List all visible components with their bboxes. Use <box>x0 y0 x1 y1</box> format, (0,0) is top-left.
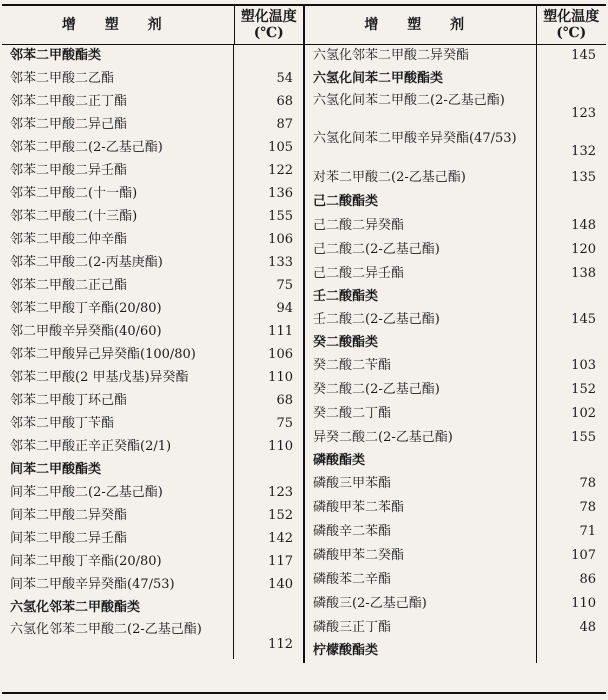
right-name-header: 增 塑 剂 <box>304 5 536 45</box>
plasticization-temperature: 112 <box>233 619 303 659</box>
category-header-row <box>2 45 303 67</box>
category-name: 邻苯二甲酸酯类 <box>10 48 102 63</box>
plasticization-temperature: 145 <box>536 307 606 332</box>
category-name: 六氢化邻苯二甲酸酯类 <box>10 599 141 615</box>
category-header-row <box>2 458 303 481</box>
table-row <box>305 238 606 262</box>
table-row <box>305 378 606 402</box>
plasticization-temperature: 102 <box>536 402 606 426</box>
right-column <box>304 45 606 664</box>
table-row <box>305 544 606 568</box>
category-name: 己二酸酯类 <box>313 194 379 209</box>
plasticizer-name: 间苯二甲酸二异癸酯 <box>10 507 128 523</box>
right-temp-header <box>536 5 606 45</box>
plasticization-temperature: 155 <box>233 205 303 228</box>
plasticizer-name: 邻苯二甲酸正辛正癸酯(2/1) <box>10 438 172 454</box>
table-row <box>2 573 303 596</box>
plasticization-temperature <box>536 190 606 214</box>
plasticizer-name: 邻苯二甲酸(2 甲基戊基)异癸酯 <box>10 369 189 385</box>
category-name: 磷酸酯类 <box>313 453 366 468</box>
plasticization-temperature: 152 <box>536 378 606 402</box>
category-name: 六氢化间苯二甲酸酯类 <box>313 70 444 86</box>
plasticization-temperature: 94 <box>233 297 303 320</box>
left-name-header: 增 塑 剂 <box>2 5 234 45</box>
plasticizer-name: 邻苯二甲酸丁苄酯 <box>10 415 115 431</box>
table-row <box>305 472 606 496</box>
plasticization-temperature: 75 <box>233 274 303 297</box>
plasticizer-name: 磷酸甲苯二苯酯 <box>313 500 405 515</box>
table-row <box>305 402 606 426</box>
category-header-row <box>305 190 606 214</box>
plasticizer-table-page <box>2 4 606 694</box>
table-bottom-rule <box>2 692 606 694</box>
table-row <box>305 214 606 238</box>
plasticization-temperature: 122 <box>233 159 303 182</box>
right-temp-header-line2: (℃) <box>556 25 587 41</box>
left-column <box>2 45 304 664</box>
plasticization-temperature: 136 <box>233 182 303 205</box>
plasticizer-name: 邻苯二甲酸二正丁酯 <box>10 93 128 109</box>
plasticizer-name: 邻苯二甲酸二异己酯 <box>10 116 128 132</box>
category-header-row <box>2 596 303 619</box>
table-row <box>2 550 303 573</box>
plasticization-temperature: 48 <box>536 616 606 639</box>
plasticizer-name: 癸二酸二(2-乙基己酯) <box>313 382 440 397</box>
plasticizer-name: 六氢化间苯二甲酸辛异癸酯(47/53) <box>313 131 517 146</box>
category-header-row <box>305 450 606 472</box>
table-row <box>2 113 303 136</box>
left-temp-header-line2: (℃) <box>253 25 284 41</box>
plasticizer-name: 己二酸二异壬酯 <box>313 266 405 281</box>
table-row <box>305 128 606 166</box>
table-row <box>2 435 303 458</box>
plasticizer-name: 邻苯二甲酸二正己酯 <box>10 277 128 293</box>
table-row <box>2 481 303 504</box>
plasticization-temperature: 75 <box>233 412 303 435</box>
plasticizer-name: 六氢化邻苯二甲酸二异癸酯 <box>313 48 470 63</box>
plasticization-temperature <box>233 458 303 481</box>
plasticization-temperature <box>536 286 606 307</box>
plasticization-temperature: 123 <box>536 90 606 128</box>
plasticizer-name: 邻苯二甲酸丁环己酯 <box>10 392 128 408</box>
category-name: 癸二酸酯类 <box>313 335 379 350</box>
table-row <box>2 159 303 182</box>
plasticizer-name: 间苯二甲酸辛异癸酯(47/53) <box>10 576 175 592</box>
category-name: 间苯二甲酸酯类 <box>10 461 102 477</box>
table-row <box>2 504 303 527</box>
table-row <box>2 320 303 343</box>
plasticizer-name: 间苯二甲酸丁辛酯(20/80) <box>10 553 162 569</box>
plasticizer-name: 异癸二酸二(2-乙基己酯) <box>313 430 453 445</box>
plasticization-temperature: 135 <box>536 166 606 190</box>
plasticization-temperature: 148 <box>536 214 606 238</box>
category-name: 柠檬酸酯类 <box>313 643 379 658</box>
plasticizer-name: 间苯二甲酸二异壬酯 <box>10 530 128 546</box>
table-row <box>305 166 606 190</box>
plasticization-temperature: 86 <box>536 568 606 592</box>
plasticization-temperature: 106 <box>233 343 303 366</box>
plasticizer-name: 邻二甲酸辛异癸酯(40/60) <box>10 323 162 339</box>
table-row <box>2 136 303 159</box>
table-row <box>2 527 303 550</box>
plasticization-temperature <box>233 596 303 619</box>
table-row <box>2 343 303 366</box>
plasticization-temperature: 106 <box>233 228 303 251</box>
plasticization-temperature <box>233 45 303 67</box>
plasticization-temperature: 145 <box>536 45 606 67</box>
plasticization-temperature: 133 <box>233 251 303 274</box>
table-row <box>305 592 606 616</box>
plasticization-temperature: 120 <box>536 238 606 262</box>
table-row <box>2 182 303 205</box>
plasticization-temperature: 78 <box>536 472 606 496</box>
plasticizer-name: 邻苯二甲酸二乙酯 <box>10 70 115 86</box>
plasticization-temperature: 103 <box>536 354 606 378</box>
plasticizer-name: 磷酸苯二辛酯 <box>313 572 392 587</box>
category-header-row <box>305 332 606 354</box>
plasticization-temperature <box>536 450 606 472</box>
plasticization-temperature: 110 <box>536 592 606 616</box>
plasticizer-name: 六氢化间苯二甲酸二(2-乙基己酯) <box>313 93 505 108</box>
plasticization-temperature: 105 <box>233 136 303 159</box>
plasticizer-name: 癸二酸二丁酯 <box>313 406 392 421</box>
plasticizer-name: 六氢化邻苯二甲酸二(2-乙基己酯) <box>10 622 202 637</box>
plasticizer-name: 邻苯二甲酸二(十三酯) <box>10 208 138 224</box>
plasticization-temperature: 54 <box>233 67 303 90</box>
plasticizer-name: 邻苯二甲酸二(2-乙基己酯) <box>10 139 163 155</box>
table-row <box>305 520 606 544</box>
table-row <box>2 205 303 228</box>
table-row <box>2 274 303 297</box>
plasticizer-name: 磷酸甲苯二癸酯 <box>313 548 405 563</box>
left-temp-header <box>234 5 304 45</box>
plasticization-temperature: 110 <box>233 366 303 389</box>
plasticization-temperature: 71 <box>536 520 606 544</box>
table-row <box>2 228 303 251</box>
plasticization-temperature: 68 <box>233 389 303 412</box>
plasticizer-name: 磷酸三甲苯酯 <box>313 476 392 491</box>
plasticizer-name: 间苯二甲酸二(2-乙基己酯) <box>10 484 163 500</box>
plasticization-temperature: 152 <box>233 504 303 527</box>
category-name: 壬二酸酯类 <box>313 288 379 304</box>
plasticizer-name: 壬二酸二(2-乙基己酯) <box>313 311 440 327</box>
table-row <box>2 412 303 435</box>
plasticizer-name: 邻苯二甲酸二异壬酯 <box>10 162 128 178</box>
table-row <box>305 496 606 520</box>
table-row <box>2 251 303 274</box>
table-row <box>2 619 303 659</box>
table-row <box>305 354 606 378</box>
plasticization-temperature <box>536 67 606 90</box>
plasticizer-name: 磷酸辛二苯酯 <box>313 524 392 539</box>
plasticization-temperature: 111 <box>233 320 303 343</box>
plasticization-temperature: 132 <box>536 128 606 166</box>
plasticizer-name: 邻苯二甲酸二(十一酯) <box>10 185 138 201</box>
table-row <box>305 307 606 332</box>
table-row <box>2 67 303 90</box>
table-row <box>2 389 303 412</box>
table-row <box>2 366 303 389</box>
right-temp-header-line1: 塑化温度 <box>543 9 600 25</box>
table-row <box>305 45 606 67</box>
category-header-row <box>305 286 606 307</box>
plasticizer-name: 癸二酸二苄酯 <box>313 358 392 373</box>
table-row <box>305 90 606 128</box>
plasticizer-name: 磷酸三正丁酯 <box>313 619 392 635</box>
plasticization-temperature: 123 <box>233 481 303 504</box>
plasticization-temperature: 117 <box>233 550 303 573</box>
plasticizer-name: 己二酸二异癸酯 <box>313 218 405 233</box>
plasticization-temperature: 138 <box>536 262 606 286</box>
plasticization-temperature: 155 <box>536 426 606 450</box>
plasticization-temperature: 107 <box>536 544 606 568</box>
plasticizer-name: 磷酸三(2-乙基己酯) <box>313 596 427 611</box>
plasticization-temperature: 140 <box>233 573 303 596</box>
plasticizer-name: 邻苯二甲酸丁辛酯(20/80) <box>10 300 162 316</box>
left-temp-header-line1: 塑化温度 <box>240 9 297 25</box>
table-row <box>305 568 606 592</box>
plasticization-temperature: 78 <box>536 496 606 520</box>
plasticization-temperature: 68 <box>233 90 303 113</box>
plasticizer-name: 己二酸二(2-乙基己酯) <box>313 242 440 257</box>
category-header-row <box>305 639 606 663</box>
plasticization-temperature: 110 <box>233 435 303 458</box>
plasticizer-temperature-table <box>2 4 606 663</box>
table-row <box>305 426 606 450</box>
plasticizer-name: 邻苯二甲酸异己异癸酯(100/80) <box>10 346 196 362</box>
plasticization-temperature: 87 <box>233 113 303 136</box>
plasticization-temperature: 142 <box>233 527 303 550</box>
category-header-row <box>305 67 606 90</box>
table-row <box>2 297 303 320</box>
plasticization-temperature <box>536 639 606 663</box>
table-row <box>2 90 303 113</box>
plasticizer-name: 对苯二甲酸二(2-乙基己酯) <box>313 170 466 185</box>
table-header-row <box>2 5 606 45</box>
table-row <box>305 262 606 286</box>
plasticization-temperature <box>536 332 606 354</box>
plasticizer-name: 邻苯二甲酸二(2-丙基庚酯) <box>10 254 163 270</box>
plasticizer-name: 邻苯二甲酸二仲辛酯 <box>10 231 128 247</box>
table-row <box>305 616 606 639</box>
